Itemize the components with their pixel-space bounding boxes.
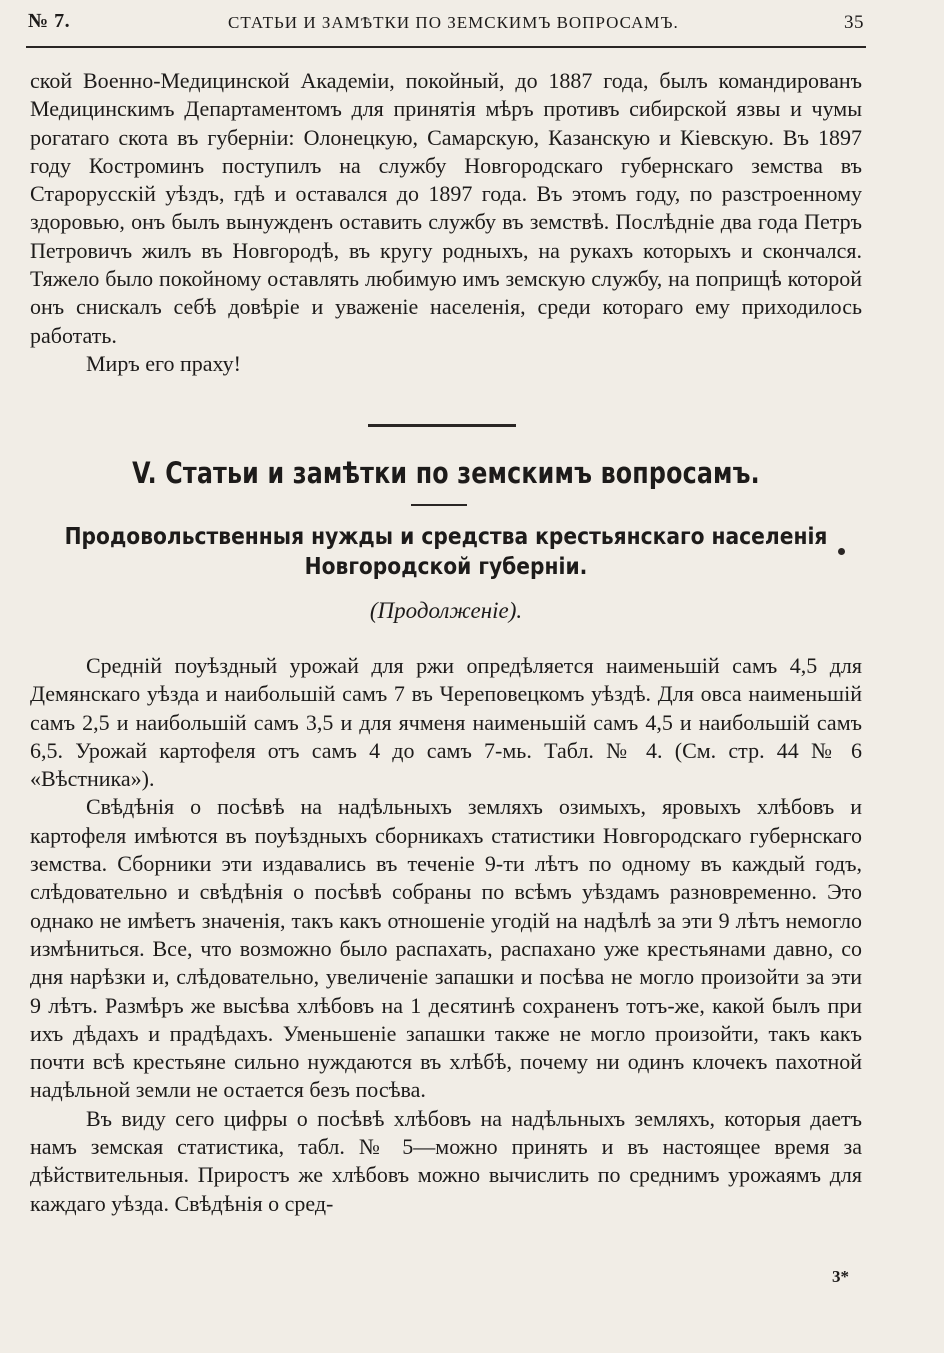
ink-dot — [838, 548, 845, 555]
article-paragraph-2: Свѣдѣнія о посѣвѣ на надѣльныхъ земляхъ озимыхъ, яровыхъ хлѣбовъ и картофеля имѣются въ поуѣздныхъ сборникахъ статистики Новгородскаго губернскаго земства. Сборники эти издавались въ теченіе 9-ти лѣтъ по одному въ каждый годъ, слѣдовательно и свѣдѣнія о посѣвѣ собраны по всѣмъ уѣздамъ разновременно. Это однако не имѣетъ значенія, такъ какъ отношеніе угодій на надѣлѣ за эти 9 лѣтъ немогло измѣниться. Все, что возможно было распахать, распахано уже крестьянами давно, со дня нарѣзки и, слѣдовательно, увеличеніе запашки и посѣва не могло произойти за эти 9 лѣтъ. Размѣръ же высѣва хлѣбовъ на 1 десятинѣ сохраненъ тотъ-же, какой былъ при ихъ дѣдахъ и прадѣдахъ. Уменьшеніе запашки также не могло произойти, такъ какъ почти всѣ крестьяне сильно нуждаются въ хлѣбѣ, почему ни одинъ клочекъ пахотной надѣльной земли не остается безъ посѣва. — [30, 794, 862, 1103]
closing-line: Миръ его праху! — [86, 350, 241, 376]
article-paragraph-1: Среднiй поуѣздный урожай для ржи опредѣляется наименьшiй самъ 4,5 для Демянскаго уѣзда и наибольшiй самъ 7 въ Череповецкомъ уѣздѣ. Для овса наименьшiй самъ 2,5 и наибольшiй самъ 3,5 и для ячменя наименьшiй самъ 4,5 и наибольшiй самъ 6,5. Урожай картофеля отъ самъ 4 до самъ 7-мь. Табл. № 4. (См. стр. 44 № 6 «Вѣстника»). — [30, 653, 862, 792]
obituary-block — [30, 67, 862, 378]
page-number: 35 — [844, 12, 864, 33]
section-title: V. Статьи и замѣтки по земскимъ вопросамъ. — [132, 456, 760, 490]
issue-number: № 7. — [28, 10, 71, 32]
section-divider — [368, 424, 516, 427]
page-header — [28, 10, 864, 44]
opening-paragraph: ской Военно-Медицинской Академіи, покойный, до 1887 года, былъ командированъ Медицинскимъ Департаментомъ для принятія мѣръ противъ сибирской язвы и чумы рогатаго скота въ губерніи: Олонецкую, Самарскую, Казанскую и Кіевскую. Въ 1897 году Костроминъ поступилъ на службу Новгородскаго губернскаго земства въ Старорусскій уѣздъ, гдѣ и оставался до 1897 года. Въ этомъ году, по разстроенному здоровью, онъ былъ вынужденъ оставить службу въ земствѣ. Послѣдніе два года Петръ Петровичъ жилъ въ Новгородѣ, въ кругу родныхъ, на рукахъ которыхъ и скончался. Тяжело было покойному оставлять любимую имъ земскую службу, на поприщѣ которой онъ снискалъ себѣ довѣріе и уваженіе населенія, среди котораго ему приходилось работать. — [30, 68, 862, 348]
continued-label: (Продолженіе). — [369, 598, 523, 623]
article-title: Продовольственныя нужды и средства крестьянскаго населенія Новгородской губерніи. — [64, 524, 828, 580]
header-rule — [26, 46, 866, 48]
title-underline — [411, 504, 467, 506]
running-title: СТАТЬИ И ЗАМѢТКИ ПО ЗЕМСКИМЪ ВОПРОСАМЪ. — [228, 13, 679, 32]
article-paragraph-3: Въ виду сего цифры о посѣвѣ хлѣбовъ на надѣльныхъ земляхъ, которыя даетъ намъ земская статистика, табл. № 5—можно принять и въ настоящее время за дѣйствительныя. Приростъ же хлѣбовъ можно вычислить по среднимъ урожаямъ для каждаго уѣзда. Свѣдѣнія о сред- — [30, 1105, 862, 1216]
article-body — [30, 652, 862, 1218]
signature-mark: 3* — [832, 1267, 849, 1286]
